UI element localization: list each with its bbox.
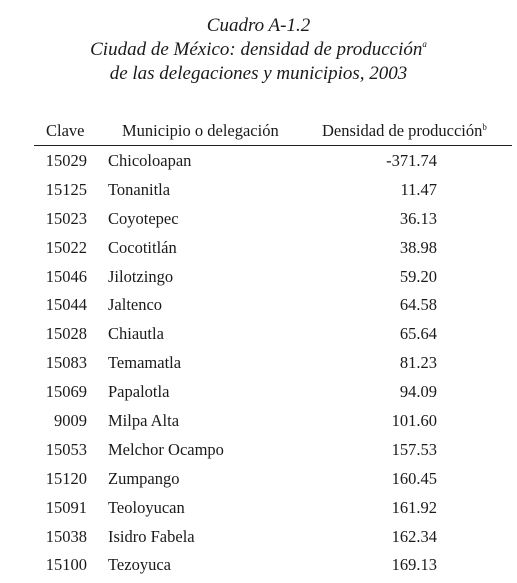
cell-municipio: Milpa Alta xyxy=(108,411,180,431)
cell-municipio: Chicoloapan xyxy=(108,151,192,170)
table-row xyxy=(0,465,517,494)
cell-densidad: 38.98 xyxy=(399,237,437,257)
table-row xyxy=(0,320,517,349)
cell-densidad: 65.64 xyxy=(399,324,437,344)
cell-municipio: Tezoyuca xyxy=(108,555,171,575)
cell-municipio: Zumpango xyxy=(108,468,180,488)
cell-densidad: 161.92 xyxy=(391,497,437,517)
table-row xyxy=(0,349,517,378)
table-row xyxy=(0,407,517,436)
cell-densidad: 169.13 xyxy=(391,555,437,575)
cell-clave: 15028 xyxy=(45,324,87,344)
cell-clave: 15022 xyxy=(45,237,87,257)
cell-municipio: Papalotla xyxy=(108,382,170,402)
table-row xyxy=(0,234,517,263)
table-row xyxy=(0,494,517,523)
table-caption-title xyxy=(0,38,517,62)
cell-densidad: 11.47 xyxy=(400,179,437,199)
table-row xyxy=(0,291,517,320)
cell-densidad: 157.53 xyxy=(391,439,437,459)
column-header-densidad xyxy=(322,121,487,141)
cell-clave: 15023 xyxy=(45,208,87,228)
cell-clave: 15044 xyxy=(45,295,87,315)
cell-densidad: -371.74 xyxy=(386,151,437,170)
cell-municipio: Melchor Ocampo xyxy=(108,439,224,459)
cell-municipio: Chiautla xyxy=(108,324,164,344)
cell-clave: 9009 xyxy=(54,411,87,431)
column-header-densidad-text: Densidad de producción xyxy=(322,121,483,140)
table-row xyxy=(0,551,517,580)
cell-municipio: Tonanitla xyxy=(108,179,171,199)
cell-clave: 15069 xyxy=(45,382,87,402)
cell-densidad: 59.20 xyxy=(399,266,437,286)
table-body xyxy=(0,147,517,580)
table-row xyxy=(0,205,517,234)
column-header-clave: Clave xyxy=(46,121,85,140)
cell-municipio: Jilotzingo xyxy=(108,266,174,286)
table-row xyxy=(0,436,517,465)
cell-clave: 15046 xyxy=(45,266,87,286)
cell-clave: 15091 xyxy=(45,497,87,517)
cell-densidad: 36.13 xyxy=(399,208,437,228)
table-row xyxy=(0,263,517,292)
cell-clave: 15038 xyxy=(45,526,87,546)
cell-clave: 15053 xyxy=(45,439,87,459)
cell-municipio: Temamatla xyxy=(108,353,182,373)
table-row xyxy=(0,176,517,205)
column-header-municipio: Municipio o delegación xyxy=(122,121,279,140)
cell-clave: 15100 xyxy=(45,555,87,575)
cell-municipio: Teoloyucan xyxy=(108,497,185,517)
cell-densidad: 162.34 xyxy=(391,526,437,546)
cell-densidad: 81.23 xyxy=(399,353,437,373)
table-row xyxy=(0,523,517,552)
footnote-marker-a: a xyxy=(422,39,427,49)
header-rule xyxy=(34,145,512,146)
cell-municipio: Jaltenco xyxy=(108,295,163,315)
cell-municipio: Coyotepec xyxy=(108,208,179,228)
cell-densidad: 64.58 xyxy=(399,295,437,315)
table-caption-subtitle: de las delegaciones y municipios, 2003 xyxy=(109,63,408,84)
cell-densidad: 101.60 xyxy=(391,411,437,431)
footnote-marker-b: b xyxy=(482,122,487,132)
table-row xyxy=(0,378,517,407)
cell-clave: 15120 xyxy=(45,468,87,488)
cell-municipio: Cocotitlán xyxy=(108,237,177,257)
cell-clave: 15083 xyxy=(45,353,87,373)
cell-densidad: 160.45 xyxy=(391,468,437,488)
cell-municipio: Isidro Fabela xyxy=(108,526,195,546)
cell-densidad: 94.09 xyxy=(399,382,437,402)
cell-clave: 15125 xyxy=(45,179,87,199)
table-row xyxy=(0,147,517,176)
table-caption-title-text: Ciudad de México: densidad de producción xyxy=(90,39,423,60)
table-caption-number: Cuadro A-1.2 xyxy=(206,15,311,36)
cell-clave: 15029 xyxy=(45,151,87,170)
